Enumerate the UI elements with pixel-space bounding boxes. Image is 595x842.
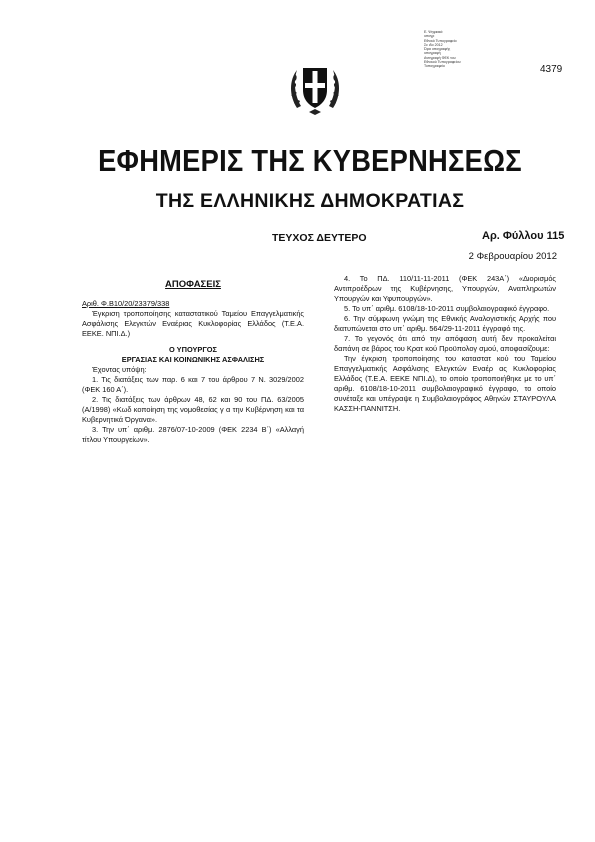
list-item: 3. Την υπ΄ αριθμ. 2876/07-10-2009 (ΦΕΚ 2234 Β΄) «Αλλαγή τίτλου Υπουργείων». <box>82 425 304 444</box>
gazette-subtitle: ΤΗΣ ΕΛΛΗΝΙΚΗΣ ΔΗΜΟΚΡΑΤΙΑΣ <box>155 190 465 212</box>
stamp-line: Τυπογραφείο <box>424 64 445 69</box>
stamp-line: υπογρ <box>424 34 435 39</box>
stamp-line: Ώρα υπογραφής <box>424 47 451 52</box>
right-column <box>334 274 556 414</box>
closing-paragraph: Την έγκριση τροποποίησης του καταστατ κού του Ταμείου Επαγγελματικής Ασφάλισης Ελεγκτών Εναέρ ας Κυκλοφορίας Ελλάδος (Τ.Ε.Α. ΕΕΚΕ ΝΠΙ.Δ), το οποίο τροποποιήθηκε με το υπ΄ αριθμ. 6108/18-10-2011 συμβολαιογραφικό έγγραφο, το οποίο συνέταξε και υπέγραψε η Συμβολαιογράφος Αθηνών ΣΤΑΥΡΟΥΛΑ ΚΑΣΣΗ-ΠΑΝΝΙΤΣΗ. <box>334 354 556 413</box>
left-column <box>82 274 304 445</box>
stamp-line: υπογραφή <box>424 51 441 56</box>
stamp-line: Ε. Ψηφιακά <box>424 30 443 34</box>
considering-text: Έχοντας υπόψη: <box>92 365 147 374</box>
list-item: 6. Την σύμφωνη γνώμη της Εθνικής Αναλογιστικής Αρχής που διατυπώνεται στο υπ΄ αριθμ. 564/29-11-2011 έγγραφό της. <box>334 314 556 333</box>
page-number: 4379 <box>540 64 563 75</box>
issue-date: 2 Φεβρουαρίου 2012 <box>468 251 557 262</box>
list-item: 5. Το υπ΄ αριθμ. 6108/18-10-2011 συμβολαιογραφικό έγγραφο. <box>344 304 550 313</box>
authority-line: ΕΡΓΑΣΙΑΣ ΚΑΙ ΚΟΙΝΩΝΙΚΗΣ ΑΣΦΑΛΙΣΗΣ <box>121 355 265 364</box>
sheet-number: Αρ. Φύλλου 115 <box>482 230 565 242</box>
list-item: 1. Τις διατάξεις των παρ. 6 και 7 του άρθρου 7 Ν. 3029/2002 (ΦΕΚ 160 Α΄). <box>82 375 304 394</box>
issue-label: ΤΕΥΧΟΣ ΔΕΥΤΕΡΟ <box>272 232 367 244</box>
stamp-line: Σε ιδο 2012 <box>424 42 443 47</box>
authority-line: Ο ΥΠΟΥΡΓΟΣ <box>169 345 217 354</box>
stamp-line: Εθνικού Τυπογραφείου <box>424 60 461 65</box>
list-item: 2. Τις διατάξεις των άρθρων 48, 62 και 90 του ΠΔ. 63/2005 (Α/1998) «Κωδ κοποίηση της νομοθεσίας γ α την Κυβέρνηση και τα Κυβερνητικά Όργανα». <box>82 395 304 424</box>
decision-title: Έγκριση τροποποίησης καταστατικού Ταμείου Επαγγελματικής Ασφάλισης Ελεγκτών Εναέριας Κυκλοφορίας Ελλάδος (Τ.Ε.Α. ΕΕΚΕ. ΝΠΙ.Δ.) <box>82 309 304 338</box>
decision-reference: Αριθ. Φ.Β10/20/23379/338 <box>82 299 170 308</box>
section-heading: ΑΠΟΦΑΣΕΙΣ <box>165 279 221 290</box>
greek-coat-of-arms-icon <box>287 58 343 120</box>
stamp-line: Εθνικό Τυπογραφείο <box>424 38 457 43</box>
list-item: 7. Το γεγονός ότι από την απόφαση αυτή δεν προκαλείται δαπάνη σε βάρος του Κρατ κού Προϋπολογ σμού, αποφασίζουμε: <box>334 334 556 353</box>
digital-signature-stamp <box>424 30 476 69</box>
stamp-line: Αντιγραφή ΦΕΚ του <box>424 55 456 60</box>
list-item: 4. Το ΠΔ. 110/11-11-2011 (ΦΕΚ 243Α΄) «Διορισμός Αντιπροέδρων της Κυβέρνησης, Υπουργών, Αναπληρωτών Υπουργών και Υφυπουργών». <box>334 274 556 303</box>
gazette-title: ΕΦΗΜΕΡΙΣ ΤΗΣ ΚΥΒΕΡΝΗΣΕΩΣ <box>98 143 522 178</box>
